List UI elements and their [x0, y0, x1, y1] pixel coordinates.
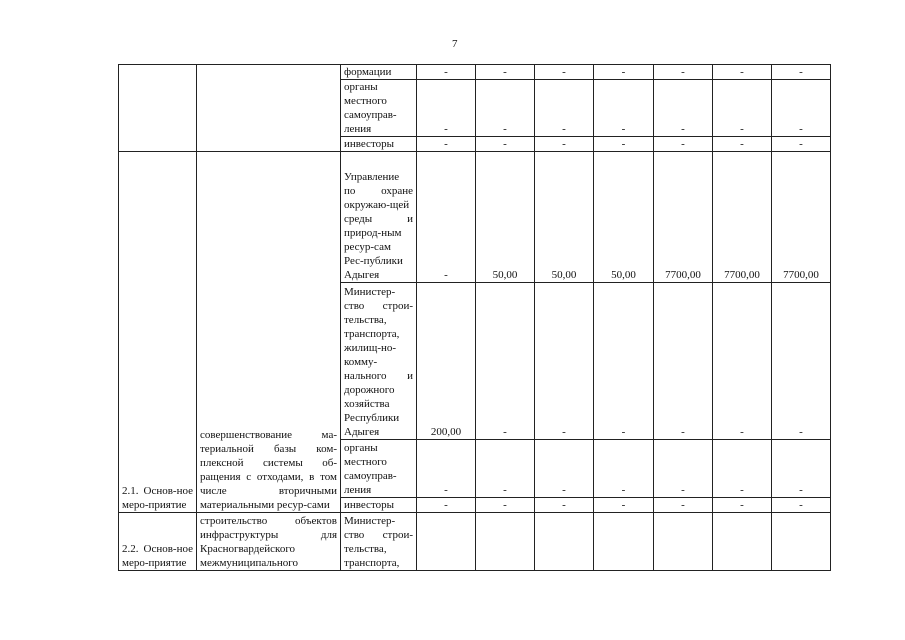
value-cell: - [713, 80, 772, 137]
value-cell: - [594, 80, 654, 137]
source-cell: Министер-ство строи-тельства, транспорта, [341, 513, 417, 571]
description-cell [197, 65, 341, 152]
funding-table [118, 64, 831, 571]
value-cell: - [772, 80, 831, 137]
measure-cell [119, 65, 197, 152]
measure-cell: 2.1. Основ-ное меро-приятие [119, 152, 197, 513]
value-cell: - [417, 80, 476, 137]
value-cell: - [772, 440, 831, 498]
value-cell: 50,00 [535, 152, 594, 283]
source-cell: Министер-ство строи-тельства, транспорта, жилищ-но-комму-нального и дорожного хозяйства Республики Адыгея [341, 283, 417, 440]
value-cell: 50,00 [594, 152, 654, 283]
value-cell: - [713, 65, 772, 80]
value-cell: - [713, 137, 772, 152]
table-row [119, 152, 831, 283]
value-cell: - [594, 498, 654, 513]
value-cell: - [417, 137, 476, 152]
value-cell: - [476, 283, 535, 440]
value-cell [594, 513, 654, 571]
value-cell: 7700,00 [713, 152, 772, 283]
value-cell: - [654, 137, 713, 152]
value-cell: - [594, 65, 654, 80]
value-cell: - [772, 65, 831, 80]
value-cell: - [417, 498, 476, 513]
value-cell: 7700,00 [772, 152, 831, 283]
value-cell: - [654, 283, 713, 440]
value-cell: - [713, 440, 772, 498]
value-cell: - [476, 440, 535, 498]
value-cell [654, 513, 713, 571]
measure-cell: 2.2. Основ-ное меро-приятие [119, 513, 197, 571]
value-cell: - [594, 440, 654, 498]
value-cell: - [535, 440, 594, 498]
source-cell: инвесторы [341, 137, 417, 152]
value-cell [476, 513, 535, 571]
value-cell: - [417, 440, 476, 498]
value-cell: - [535, 80, 594, 137]
value-cell: 50,00 [476, 152, 535, 283]
value-cell: - [594, 137, 654, 152]
value-cell: - [535, 65, 594, 80]
value-cell: - [476, 137, 535, 152]
value-cell: - [713, 283, 772, 440]
value-cell: - [476, 65, 535, 80]
value-cell: - [594, 283, 654, 440]
value-cell: - [654, 440, 713, 498]
value-cell: - [417, 65, 476, 80]
value-cell: - [535, 283, 594, 440]
source-cell: формации [341, 65, 417, 80]
source-cell: органы местного самоуправ-ления [341, 440, 417, 498]
source-cell: органы местного самоуправ-ления [341, 80, 417, 137]
value-cell: 200,00 [417, 283, 476, 440]
value-cell: - [476, 498, 535, 513]
description-cell: совершенствование ма-териальной базы ком-плексной системы об-ращения с отходами, в том числе вторичными материальными ресур-сами [197, 152, 341, 513]
value-cell: - [772, 283, 831, 440]
value-cell: - [654, 80, 713, 137]
value-cell [713, 513, 772, 571]
value-cell: - [535, 137, 594, 152]
page-number: 7 [452, 38, 458, 50]
value-cell: - [535, 498, 594, 513]
table-row [119, 65, 831, 80]
value-cell [535, 513, 594, 571]
source-cell: инвесторы [341, 498, 417, 513]
table-row [119, 513, 831, 571]
value-cell [772, 513, 831, 571]
description-cell: строительство объектов инфраструктуры для Красногвардейского межмуниципального [197, 513, 341, 571]
value-cell: 7700,00 [654, 152, 713, 283]
value-cell: - [654, 65, 713, 80]
value-cell: - [713, 498, 772, 513]
source-cell: Управление по охране окружаю-щей среды и природ-ным ресур-сам Рес-публики Адыгея [341, 152, 417, 283]
value-cell: - [772, 498, 831, 513]
value-cell: - [417, 152, 476, 283]
value-cell: - [654, 498, 713, 513]
value-cell: - [476, 80, 535, 137]
value-cell [417, 513, 476, 571]
value-cell: - [772, 137, 831, 152]
